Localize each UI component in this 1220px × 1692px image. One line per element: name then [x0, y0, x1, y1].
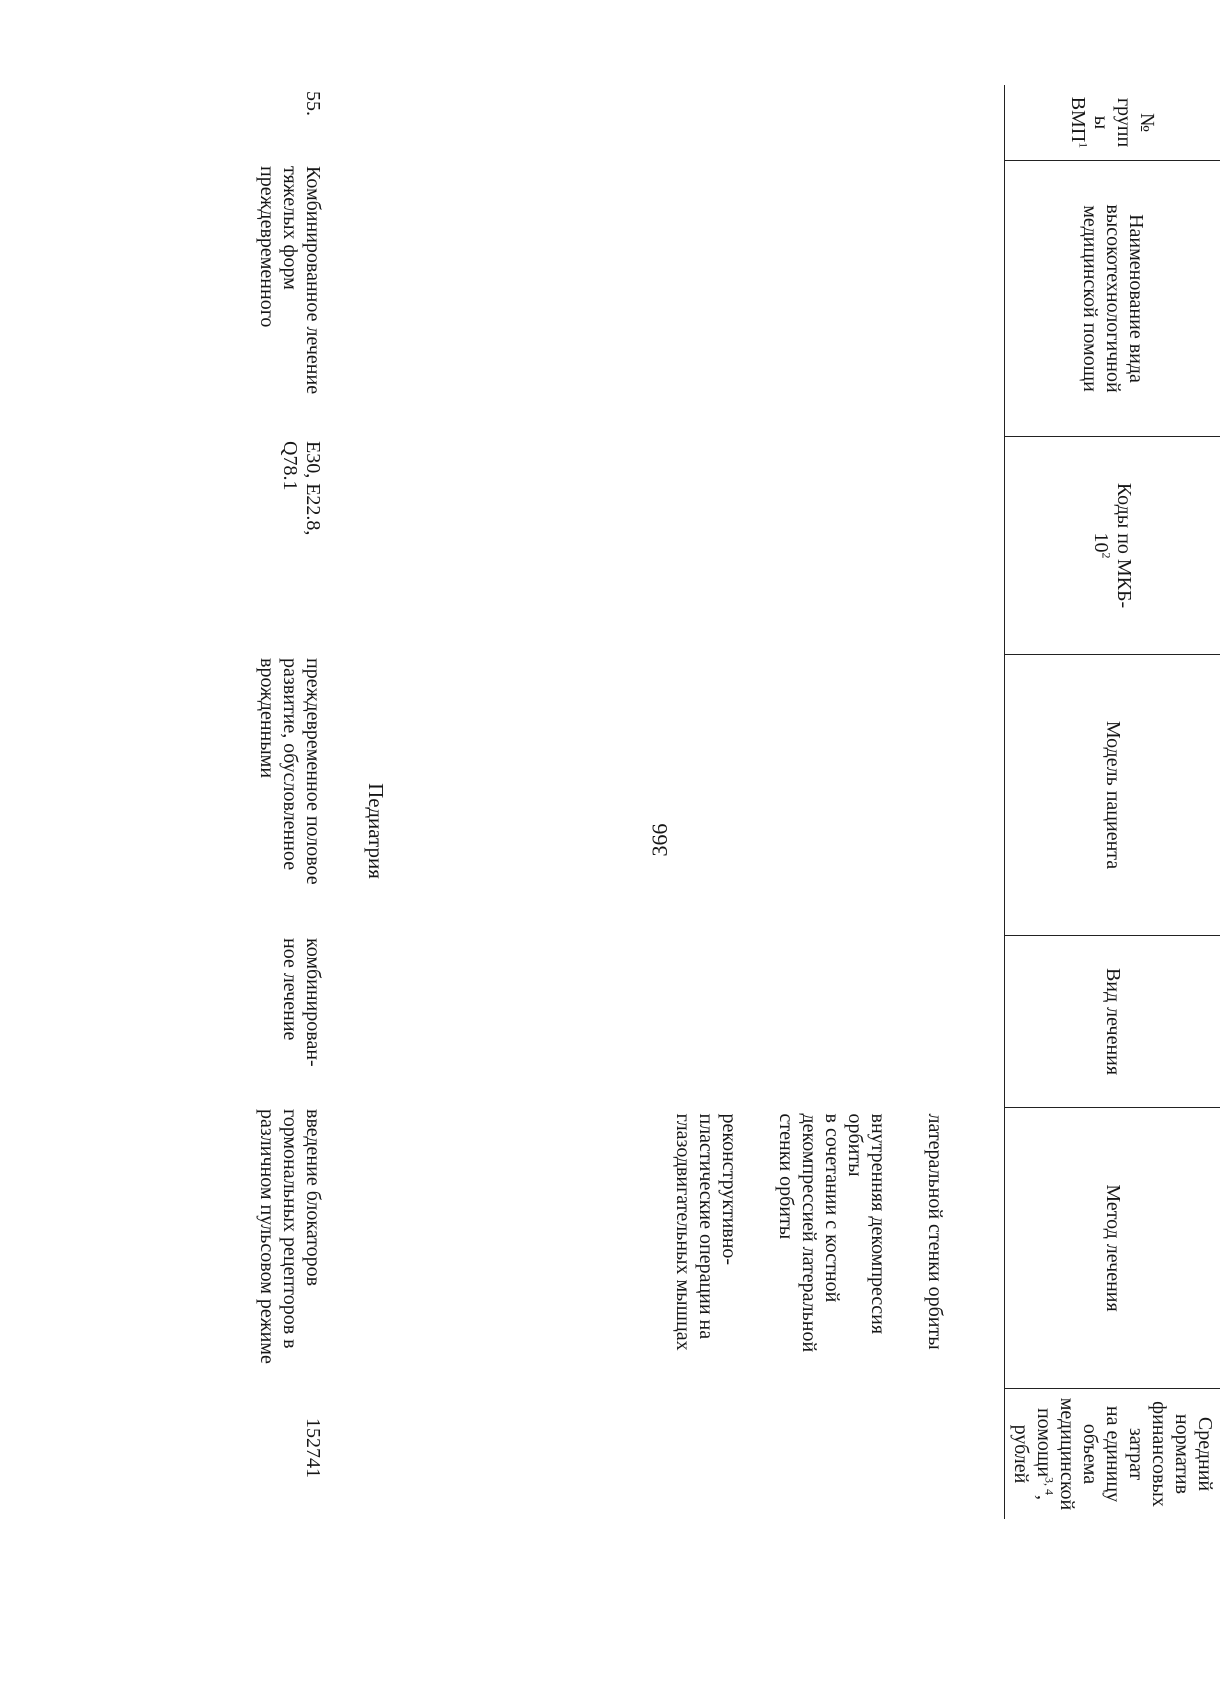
- header-group-number: [1005, 85, 1220, 161]
- header-icd-codes-footnote: 2: [1100, 552, 1115, 559]
- header-care-type-name-line-2: высокотехнологичной: [1102, 204, 1124, 393]
- method-item-internal-decompression-line-2: орбиты: [844, 1113, 866, 1177]
- row-55-treatment-type-line-2: ное лечение: [279, 938, 301, 1041]
- header-group-number-line-2: групп: [1113, 97, 1136, 148]
- method-item-internal-decompression-line-4: декомпрессией латеральной: [798, 1113, 820, 1353]
- header-cost-norm-line-5: помощи: [1033, 1407, 1055, 1478]
- header-cost-norm-line-2: финансовых затрат: [1125, 1401, 1170, 1507]
- header-icd-codes: [1005, 437, 1220, 655]
- row-55-treatment-method-line-1: введение блокаторов: [302, 1109, 324, 1287]
- row-55-treatment-type: [251, 932, 328, 1103]
- method-item-reconstructive-plastic-line-2: пластические операции на: [695, 1113, 717, 1340]
- header-cost-norm-line-4: медицинской: [1056, 1397, 1078, 1511]
- header-care-type-name: [1005, 161, 1220, 437]
- row-55-group-number: 55.: [302, 91, 324, 116]
- section-heading-pediatrics: Педиатрия: [364, 783, 388, 879]
- header-treatment-method: Метод лечения: [1005, 1108, 1220, 1389]
- row-55-icd-codes-line-1: E30, E22.8,: [302, 441, 324, 536]
- header-cost-norm-line-3: на единицу объема: [1079, 1405, 1124, 1503]
- header-care-type-name-line-1: Наименование вида: [1125, 214, 1147, 383]
- table-spacer-row: [950, 85, 1005, 1519]
- method-item-reconstructive-plastic-line-1: реконструктивно-: [718, 1113, 740, 1266]
- row-55-care-type-name-line-2: тяжелых форм: [279, 166, 301, 290]
- row-55-care-type-name-line-1: Комбинированное лечение: [302, 166, 324, 395]
- row-55-patient-model-line-3: врожденными: [256, 658, 278, 779]
- header-care-type-name-line-3: медицинской помощи: [1079, 205, 1101, 392]
- row-55-patient-model: [251, 652, 328, 932]
- header-icd-codes-line-2: 10: [1090, 532, 1113, 553]
- header-treatment-type: Вид лечения: [1005, 936, 1220, 1108]
- vmp-table: [633, 85, 1220, 1519]
- method-item-internal-decompression-line-5: стенки орбиты: [775, 1113, 797, 1240]
- continuation-methods-cell: [633, 1108, 950, 1389]
- method-item-lateral-wall-line-1: латеральной стенки орбиты: [924, 1113, 946, 1350]
- row-55-treatment-method: [251, 1103, 328, 1383]
- method-item-internal-decompression-line-1: внутренняя декомпрессия: [867, 1113, 889, 1335]
- header-group-number-line-4: ВМП: [1067, 96, 1090, 143]
- row-55-treatment-method-line-2: гормональных рецепторов в: [279, 1109, 301, 1349]
- method-item-reconstructive-plastic: [671, 1114, 740, 1383]
- header-cost-norm-unit: , рублей: [1010, 1424, 1055, 1501]
- row-55-treatment-type-line-1: комбинирован-: [302, 938, 324, 1067]
- header-cost-norm-line-1: Средний норматив: [1171, 1413, 1216, 1495]
- table-header-row: [1005, 85, 1220, 1519]
- row-55-icd-codes-line-2: Q78.1: [279, 441, 301, 491]
- table-row: [251, 85, 328, 1513]
- header-group-number-line-3: ы: [1090, 115, 1113, 130]
- method-item-lateral-wall: [923, 1114, 946, 1383]
- row-55-patient-model-line-2: развитие, обусловленное: [279, 658, 301, 871]
- row-55-patient-model-line-1: преждевременное половое: [302, 658, 324, 885]
- method-item-internal-decompression-line-3: в сочетании с костной: [821, 1113, 843, 1303]
- header-patient-model: Модель пациента: [1005, 655, 1220, 936]
- method-item-internal-decompression: [774, 1114, 889, 1383]
- header-group-number-footnote: 1: [1077, 142, 1092, 149]
- page-number: 366: [647, 823, 672, 857]
- header-cost-norm-footnote: 3, 4: [1042, 1477, 1057, 1496]
- table-row-continuation: [633, 85, 950, 1519]
- method-item-reconstructive-plastic-line-3: глазодвигательных мышцах: [672, 1113, 694, 1351]
- row-55-icd-codes: [251, 435, 328, 652]
- row-55-cost-norm: 152741: [302, 1418, 324, 1478]
- rotated-table-page: [164, 85, 1220, 1577]
- vmp-table-row-55: [251, 85, 328, 1513]
- header-group-number-line-1: №: [1136, 112, 1159, 133]
- row-55-treatment-method-line-3: различном пульсовом режиме: [256, 1109, 278, 1364]
- row-55-care-type-name-line-3: преждевременного: [256, 166, 278, 328]
- header-icd-codes-line-1: Коды по МКБ-: [1113, 482, 1136, 609]
- header-cost-norm: [1005, 1389, 1220, 1520]
- row-55-care-type-name: [251, 160, 328, 435]
